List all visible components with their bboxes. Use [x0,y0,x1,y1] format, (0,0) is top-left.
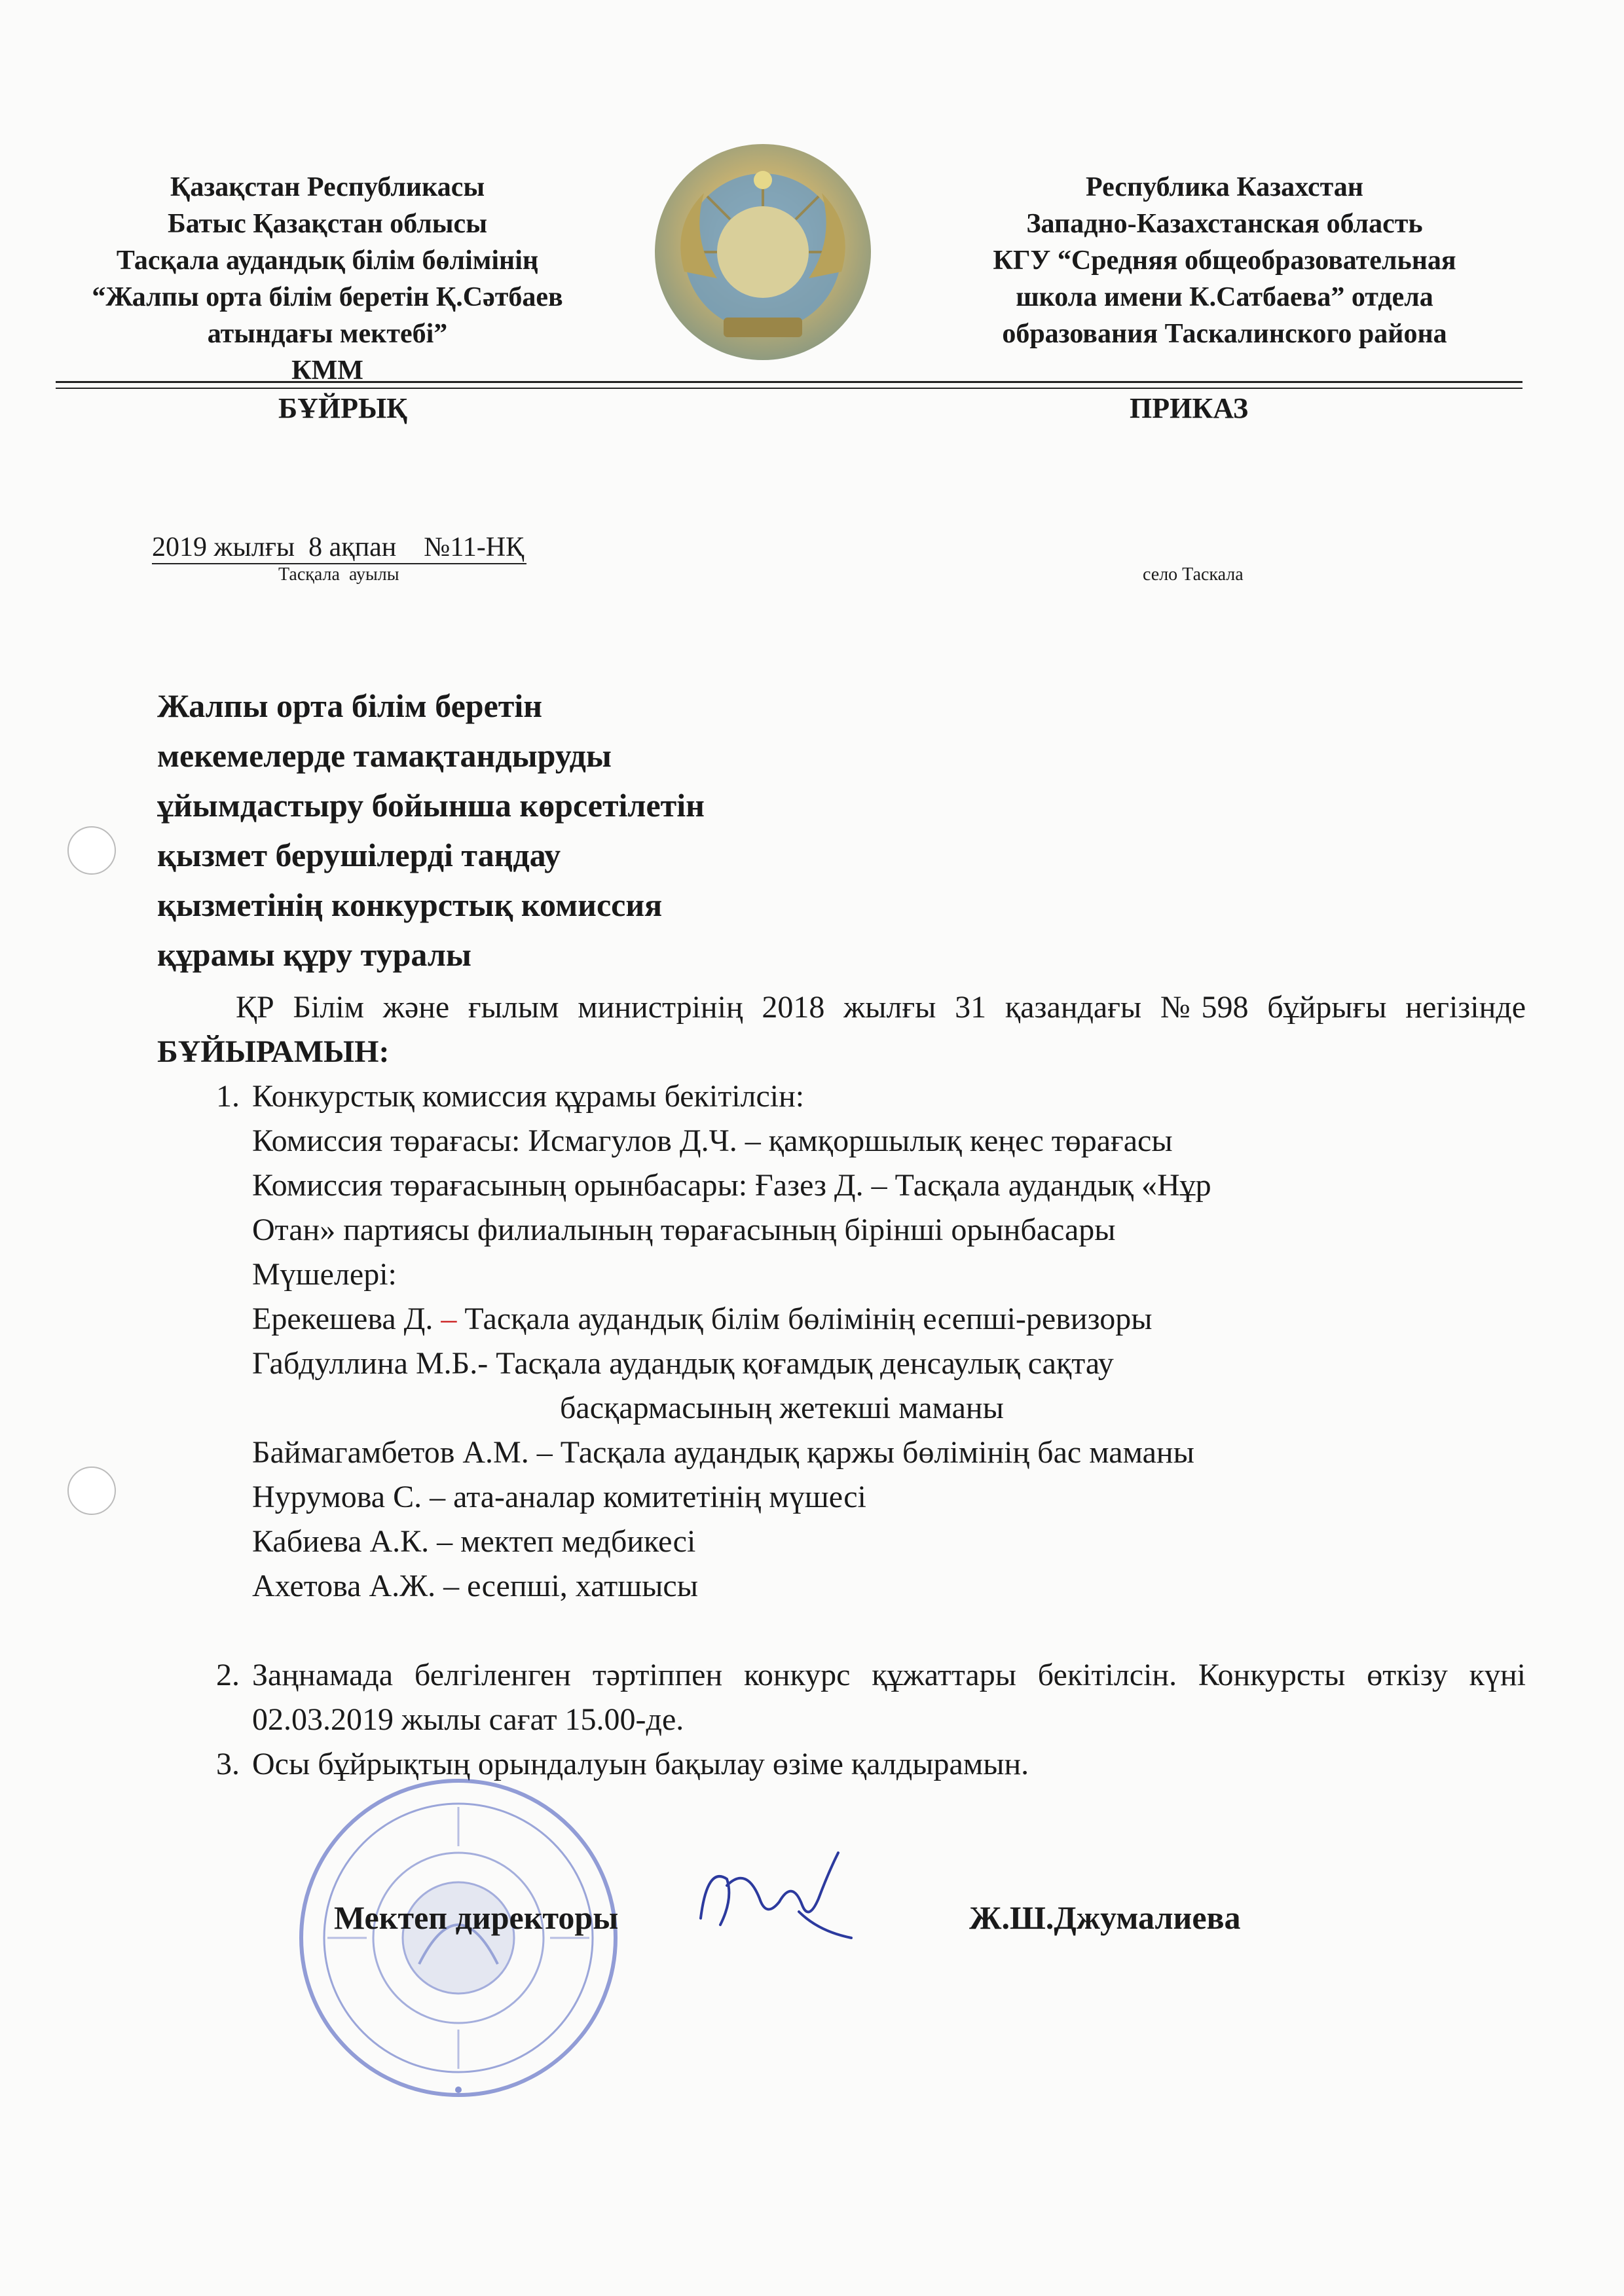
header-left-line: Тасқала аудандық білім бөлімінің [116,246,539,276]
header-right-line: образования Таскалинского района [1002,319,1447,349]
list-number: 1. [216,1079,240,1114]
header-left-line: Қазақстан Республикасы [170,172,485,202]
header-right-line: КГУ “Средняя общеобразовательная [993,246,1456,276]
header-left-line: атындағы мектебі” [207,319,448,349]
item-text: Заңнамада белгіленген тәртіппен конкурс құжаттары бекітілсін. Конкурсты өткізу күні 02.03.2019 жылы сағат 15.00-де. [252,1658,1526,1737]
member-line: Кабиева А.К. – мектеп медбикесі [252,1524,696,1559]
preamble [157,985,1526,1074]
member-line: Нурумова С. – ата-аналар комитетінің мүшесі [252,1480,866,1514]
member-line: Баймагамбетов А.М. – Тасқала аудандық қаржы бөлімінің бас маманы [252,1435,1194,1470]
header-divider [56,381,1522,383]
header-left-line: “Жалпы орта білім беретін Қ.Сәтбаев [92,282,563,312]
title-line: Жалпы орта білім беретін [157,687,543,724]
member-line: Ахетова А.Ж. – есепші, хатшысы [252,1569,698,1603]
header-right-line: Республика Казахстан [1086,172,1363,202]
state-emblem-icon [645,134,881,370]
official-seal-icon [288,1768,629,2108]
list-item [157,1653,1526,1742]
member-role: Тасқала аудандық білім бөлімінің есепші-ревизоры [464,1302,1153,1336]
order-heading-kazakh: БҰЙРЫҚ [278,392,408,424]
header-right-line: Западно-Казахстанская область [1026,209,1423,239]
item-line: Отан» партиясы филиалының төрағасының бірінші орынбасары [252,1212,1116,1247]
order-title [157,681,877,979]
item-text: Осы бұйрықтың орындалуын бақылау өзіме қалдырамын. [252,1747,1029,1781]
title-line: ұйымдастыру бойынша көрсетілетін [157,787,705,824]
place-russian: село Таскала [1143,564,1244,585]
header-left-line: КММ [291,355,363,386]
title-line: қызметінің конкурстық комиссия [157,886,663,923]
item-line: Мүшелері: [252,1257,397,1292]
title-line: құрамы құру туралы [157,936,471,973]
header-left-kazakh [46,169,609,389]
order-heading-russian: ПРИКАЗ [1130,392,1249,424]
punch-hole [67,1467,116,1515]
list-item [157,1074,1526,1609]
preamble-command: БҰЙЫРАМЫН: [157,1034,390,1069]
list-number: 2. [216,1658,240,1692]
item-line: Комиссия төрағасының орынбасары: Ғазез Д. – Тасқала аудандық «Нұр [252,1168,1211,1203]
order-date-number: 2019 жылғы 8 ақпан №11-НҚ [152,532,526,564]
order-body [157,985,1526,1787]
item-line: Конкурстық комиссия құрамы бекітілсін: [252,1079,805,1114]
signatory-title: Мектеп директоры [334,1899,619,1936]
punch-hole [67,826,116,875]
header-divider [56,388,1522,389]
member-name: Ерекешева Д. [252,1302,434,1336]
handwritten-signature-icon [688,1840,864,1951]
member-line-continued: басқармасының жетекші маманы [560,1391,1004,1425]
item-line: Комиссия төрағасы: Исмагулов Д.Ч. – қамқоршылық кеңес төрағасы [252,1123,1173,1158]
header-right-russian [910,169,1539,352]
list-number: 3. [216,1747,240,1781]
signatory-name: Ж.Ш.Джумалиева [969,1899,1241,1936]
header-right-line: школа имени К.Сатбаева” отдела [1016,282,1433,312]
place-kazakh: Тасқала ауылы [278,564,399,585]
preamble-text: ҚР Білім және ғылым министрінің 2018 жылғы 31 қазандағы №598 бұйрығы негізінде [236,990,1526,1025]
member-line [252,1297,1526,1341]
header-left-line: Батыс Қазақстан облысы [167,209,487,239]
member-dash: – [441,1302,457,1336]
member-line: Габдуллина М.Б.- Тасқала аудандық қоғамдық денсаулық сақтау [252,1346,1114,1381]
title-line: қызмет берушілерді таңдау [157,837,561,873]
title-line: мекемелерде тамақтандыруды [157,737,612,774]
